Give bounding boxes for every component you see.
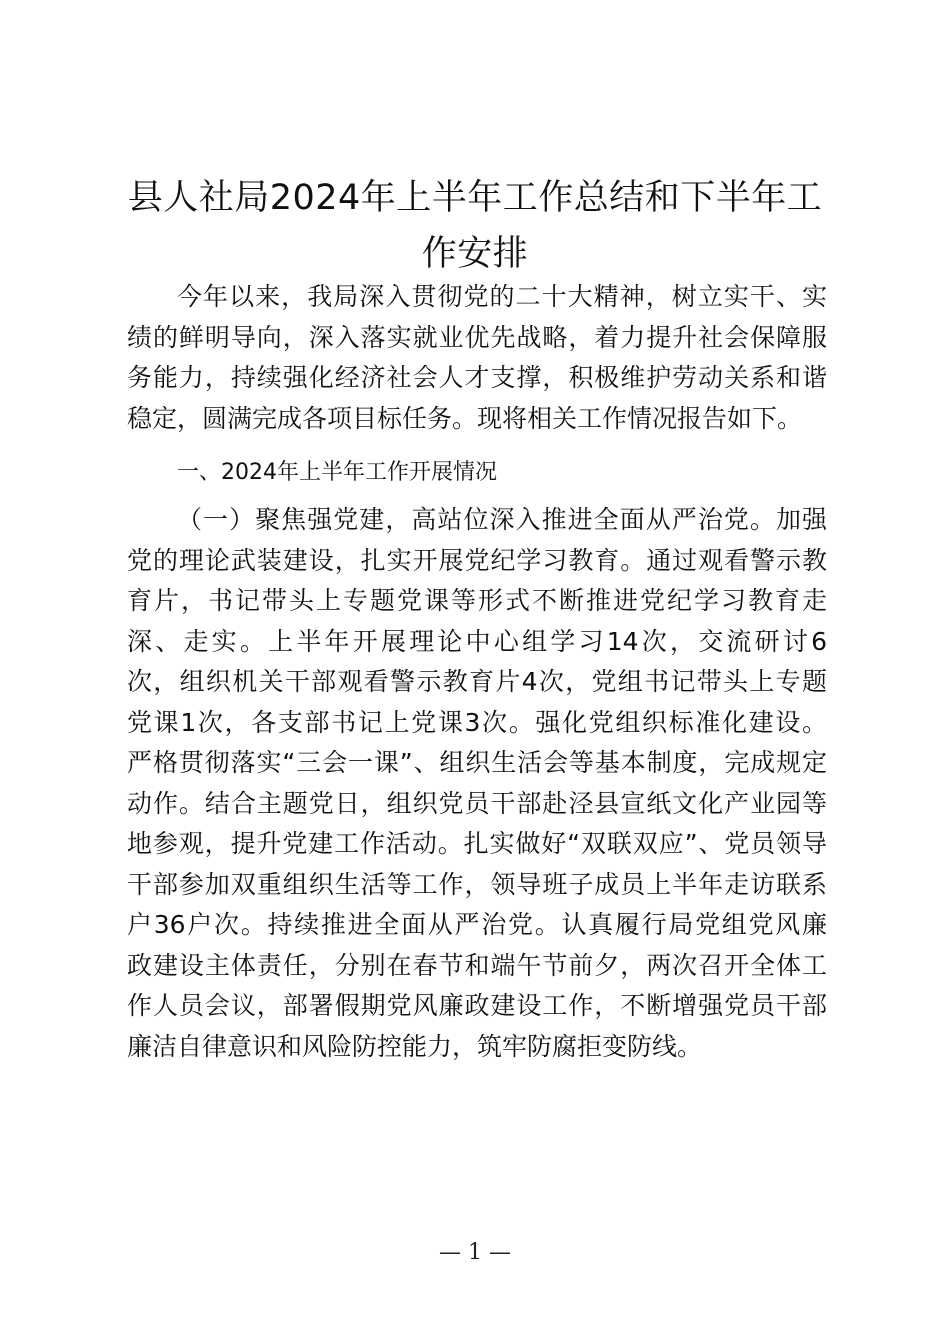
paragraph-line: （一）聚焦强党建，高站位深入推进全面从严治党。加强: [177, 505, 827, 534]
paragraph-line: 户36户次。持续推进全面从严治党。认真履行局党组党风廉: [127, 910, 827, 939]
paragraph-line: 党的理论武装建设，扎实开展党纪学习教育。通过观看警示教: [127, 545, 827, 575]
section-1-paragraph: [127, 500, 827, 1067]
paragraph-line: 育片，书记带头上专题党课等形式不断推进党纪学习教育走: [127, 586, 827, 615]
title-line-2: 作安排: [421, 234, 529, 274]
page-number: — 1 —: [439, 1240, 511, 1265]
paragraph-line: 政建设主体责任，分别在春节和端午节前夕，两次召开全体工: [127, 950, 827, 980]
paragraph-line: 次，组织机关干部观看警示教育片4次，党组书记带头上专题: [127, 667, 827, 696]
paragraph-line: 深、走实。上半年开展理论中心组学习14次，交流研讨6: [127, 626, 827, 656]
paragraph-line: 严格贯彻落实“三会一课”、组织生活会等基本制度，完成规定: [127, 748, 827, 777]
paragraph-line: 地参观，提升党建工作活动。扎实做好“双联双应”、党员领导: [127, 829, 827, 858]
intro-line: 今年以来，我局深入贯彻党的二十大精神，树立实干、实: [177, 282, 827, 311]
paragraph-line: 干部参加双重组织生活等工作，领导班子成员上半年走访联系: [127, 869, 827, 899]
paragraph-line: 作人员会议，部署假期党风廉政建设工作，不断增强党员干部: [127, 991, 827, 1020]
intro-paragraph: [127, 277, 827, 439]
paragraph-line: 廉洁自律意识和风险防控能力，筑牢防腐拒变防线。: [127, 1031, 703, 1061]
intro-line: 绩的鲜明导向，深入落实就业优先战略，着力提升社会保障服: [127, 322, 827, 352]
title-line-1: 县人社局2024年上半年工作总结和下半年工: [127, 178, 823, 218]
intro-line: 稳定，圆满完成各项目标任务。现将相关工作情况报告如下。: [127, 403, 803, 433]
paragraph-line: 党课1次，各支部书记上党课3次。强化党组织标准化建设。: [127, 707, 827, 737]
intro-line: 务能力，持续强化经济社会人才支撑，积极维护劳动关系和谐: [127, 363, 827, 392]
document-title: [110, 170, 840, 282]
paragraph-line: 动作。结合主题党日，组织党员干部赴泾县宣纸文化产业园等: [127, 788, 827, 818]
section-heading: 一、2024年上半年工作开展情况: [177, 460, 497, 485]
